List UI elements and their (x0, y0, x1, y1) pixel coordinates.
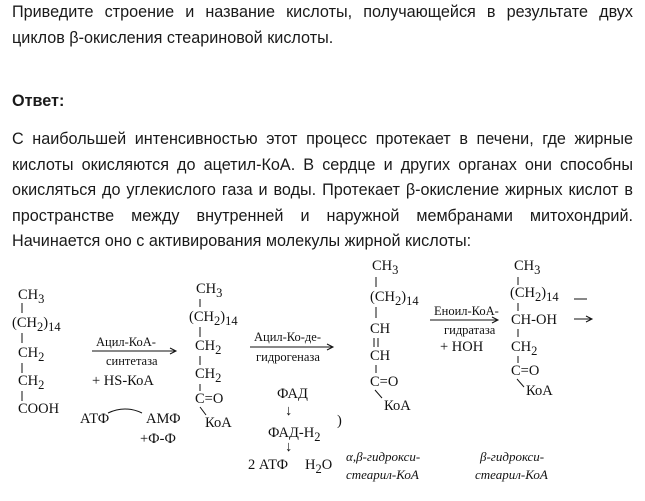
molecule-enoyl-coa (370, 258, 419, 414)
svg-text:C=O: C=O (511, 363, 540, 379)
svg-text:(CH2)14: (CH2)14 (12, 315, 61, 334)
svg-text:C=O: C=O (195, 391, 224, 407)
svg-text:CH3: CH3 (514, 258, 541, 277)
answer-text: С наибольшей интенсивностью этот процесс протекает в печени, где жирные кислоты окисляются до ацетил-КоА. В сердце и других органах они способны окисляться до углекислого газа и воды. Протекает β-окисление жирных кислот в пространстве между внутренней и наружной мембранами митохондрий. Начинается оно с активирования молекулы жирной кислоты: (12, 130, 633, 250)
svg-text:CH: CH (370, 321, 391, 337)
svg-text:+ НОН: + НОН (440, 339, 484, 355)
svg-text:ФАД: ФАД (277, 386, 308, 402)
svg-text:COOH: COOH (18, 401, 60, 417)
svg-text:CH-OH: CH-OH (511, 312, 557, 328)
step-dehydrogenation (248, 330, 342, 476)
svg-text:(CH2)14: (CH2)14 (189, 309, 238, 328)
svg-text:Еноил-КоА-: Еноил-КоА- (434, 304, 499, 318)
svg-text:CH3: CH3 (18, 287, 45, 306)
svg-text:КоА: КоА (205, 415, 232, 431)
svg-text:2 АТФ: 2 АТФ (248, 457, 289, 473)
svg-text:CH3: CH3 (196, 281, 223, 300)
svg-text:КоА: КоА (384, 398, 411, 414)
svg-text:CH2: CH2 (511, 339, 538, 358)
compound-labels (346, 449, 548, 482)
svg-text:H2O: H2O (305, 457, 333, 476)
molecule-hydroxyacyl-coa (510, 258, 592, 399)
svg-text:): ) (337, 413, 342, 429)
svg-text:CH2: CH2 (195, 366, 222, 385)
reaction-scheme (0, 255, 645, 501)
svg-text:КоА: КоА (526, 383, 553, 399)
svg-text:Ацил-Ко-де-: Ацил-Ко-де- (254, 330, 322, 344)
svg-text:+Ф-Ф: +Ф-Ф (140, 431, 176, 447)
svg-text:Ацил-КоА-: Ацил-КоА- (96, 335, 156, 349)
question-text: Приведите строение и название кислоты, получающейся в результате двух циклов β-окисления стеариновой кислоты. (12, 3, 633, 47)
svg-text:стеарил-КоА: стеарил-КоА (475, 467, 548, 482)
svg-text:(CH2)14: (CH2)14 (510, 285, 559, 304)
svg-text:C=O: C=O (370, 374, 399, 390)
svg-text:гидрогеназа: гидрогеназа (256, 350, 320, 364)
svg-text:↓: ↓ (285, 403, 293, 419)
svg-text:α,β-гидрокси-: α,β-гидрокси- (346, 449, 421, 464)
svg-text:АМФ: АМФ (146, 411, 181, 427)
svg-text:CH2: CH2 (18, 345, 45, 364)
step-activation (80, 335, 181, 447)
svg-text:CH3: CH3 (372, 258, 399, 277)
molecule-stearyl-coa (189, 281, 238, 431)
svg-text:стеарил-КоА: стеарил-КоА (346, 467, 419, 482)
svg-text:гидратаза: гидратаза (444, 323, 496, 337)
svg-text:CH2: CH2 (195, 338, 222, 357)
step-hydration (430, 304, 499, 355)
svg-text:АТФ: АТФ (80, 411, 110, 427)
svg-text:↓: ↓ (285, 439, 293, 455)
svg-text:CH: CH (370, 348, 391, 364)
answer-label: Ответ: (12, 92, 65, 110)
svg-text:CH2: CH2 (18, 373, 45, 392)
svg-text:+ HS-КоА: + HS-КоА (92, 373, 154, 389)
svg-text:синтетаза: синтетаза (106, 354, 158, 368)
svg-text:β-гидрокси-: β-гидрокси- (480, 449, 545, 464)
svg-text:(CH2)14: (CH2)14 (370, 289, 419, 308)
molecule-stearic-acid (12, 287, 61, 417)
svg-text:ФАД-H2: ФАД-H2 (268, 425, 321, 444)
